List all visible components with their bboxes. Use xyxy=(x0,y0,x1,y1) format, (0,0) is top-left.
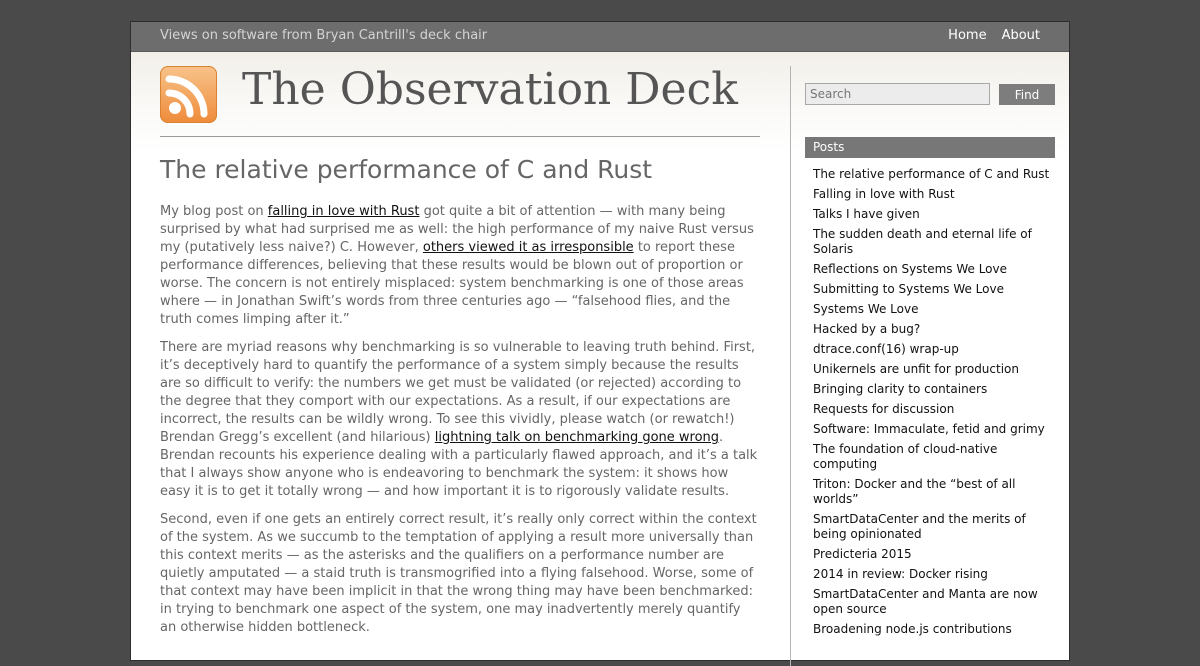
main-content xyxy=(160,155,760,647)
post-title[interactable]: The relative performance of C and Rust xyxy=(160,155,653,184)
post-link[interactable]: Software: Immaculate, fetid and grimy xyxy=(813,422,1045,436)
post-link[interactable]: The foundation of cloud-native computing xyxy=(813,442,998,471)
paragraph-text: There are myriad reasons why benchmarking is so vulnerable to leaving truth behind. First, it’s deceptively hard to quantify the performance of a system simply because the results are so difficult to verify: the numbers we get must be validated (or rejected) according to the degree that they comport with our expectations. As a result, if our expectations are incorrect, the results can be wildly wrong. To see this vividly, please watch (or rewatch!) Brendan Gregg’s excellent (and hilarious) xyxy=(160,340,756,445)
post-link[interactable]: Unikernels are unfit for production xyxy=(813,362,1019,376)
paragraph-text: My blog post on xyxy=(160,204,268,219)
top-bar xyxy=(131,22,1069,52)
paragraph-text: . Brendan recounts his experience dealing with a particularly flawed approach, and it’s a talk that I always show anyone who is endeavoring to benchmark the system: it shows how easy it is to get it totally wrong — and how important it is to rigorously validate results. xyxy=(160,430,758,499)
post-link[interactable]: dtrace.conf(16) wrap-up xyxy=(813,342,959,356)
posts-header: Posts xyxy=(805,137,1055,158)
tagline: Views on software from Bryan Cantrill's deck chair xyxy=(160,28,488,43)
post-paragraph-3: Second, even if one gets an entirely correct result, it’s really only correct within the context of the system. As we succumb to the temptation of applying a result more universally than this context merits — as the asterisks and the qualifiers on a performance number are quietly amputated — a staid truth is transmogrified into a flying falsehood. Worse, some of that context may have been implicit in that the wrong thing may have been benchmarked: in trying to benchmark one aspect of the system, one may inadvertently merely quantify an otherwise hidden bottleneck. xyxy=(160,512,757,635)
post-link[interactable]: SmartDataCenter and the merits of being opinionated xyxy=(813,512,1026,541)
page-container xyxy=(130,21,1070,661)
post-link[interactable]: Submitting to Systems We Love xyxy=(813,282,1004,296)
rss-feed-icon[interactable] xyxy=(160,66,217,123)
post-paragraph-1 xyxy=(160,203,760,329)
post-link[interactable]: Hacked by a bug? xyxy=(813,322,921,336)
post-link[interactable]: Broadening node.js contributions xyxy=(813,622,1012,636)
post-link[interactable]: Reflections on Systems We Love xyxy=(813,262,1008,276)
post-link[interactable]: Falling in love with Rust xyxy=(813,187,955,201)
post-link[interactable]: 2014 in review: Docker rising xyxy=(813,567,988,581)
post-link[interactable]: Bringing clarity to containers xyxy=(813,382,988,396)
post-link[interactable]: Talks I have given xyxy=(813,207,920,221)
posts-list xyxy=(813,167,1053,642)
post-link[interactable]: Requests for discussion xyxy=(813,402,955,416)
nav-home-link[interactable]: Home xyxy=(948,28,987,43)
post-paragraph-2 xyxy=(160,339,760,501)
post-link[interactable]: Systems We Love xyxy=(813,302,919,316)
post-link[interactable]: The relative performance of C and Rust xyxy=(813,167,1050,181)
irresponsible-link[interactable]: others viewed it as irresponsible xyxy=(422,240,634,255)
paragraph-text: to report these performance differences, believing that these results would be blown out of proportion or worse. The concern is not entirely misplaced: system benchmarking is one of those areas where — in Jonathan Swift’s words from three centuries ago — “falsehood flies, and the truth comes limping after it.” xyxy=(160,240,744,327)
find-button[interactable]: Find xyxy=(999,84,1055,105)
paragraph-text: got quite a bit of attention — with many being surprised by what had surprised me as well: the high performance of my naive Rust versus my (putatively less naive?) C. However, xyxy=(160,204,754,255)
post-body xyxy=(160,203,760,637)
post-link[interactable]: The sudden death and eternal life of Solaris xyxy=(813,227,1032,256)
lightning-talk-link[interactable]: lightning talk on benchmarking gone wrong xyxy=(434,430,720,445)
top-nav xyxy=(933,28,1040,43)
site-header xyxy=(160,66,760,137)
sidebar-divider xyxy=(790,66,791,666)
post-link[interactable]: SmartDataCenter and Manta are now open source xyxy=(813,587,1038,616)
falling-in-love-link[interactable]: falling in love with Rust xyxy=(267,204,420,219)
post-link[interactable]: Predicteria 2015 xyxy=(813,547,912,561)
post-link[interactable]: Triton: Docker and the “best of all worlds” xyxy=(813,477,1016,506)
search-input[interactable] xyxy=(805,83,990,105)
nav-about-link[interactable]: About xyxy=(1001,28,1040,43)
site-title[interactable]: The Observation Deck xyxy=(242,64,738,115)
